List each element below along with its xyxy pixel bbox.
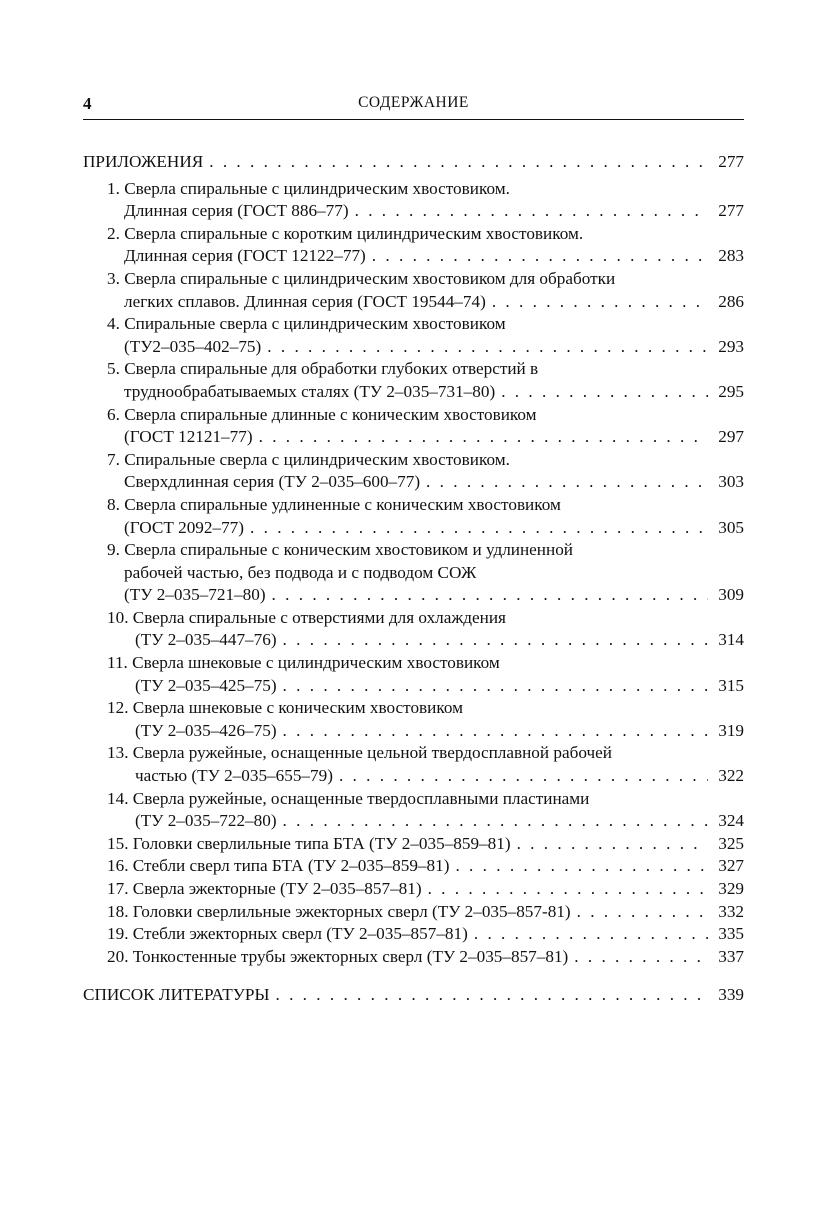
dot-leader — [372, 245, 708, 268]
toc-page-number: 339 — [718, 985, 744, 1005]
toc-entry[interactable] — [83, 449, 744, 494]
toc-entry-line — [107, 449, 744, 472]
table-of-contents — [83, 151, 744, 1011]
section-gap — [83, 968, 744, 984]
toc-entry-text: легких сплавов. Длинная серия (ГОСТ 19544–74) — [124, 291, 486, 311]
dot-leader — [283, 675, 708, 698]
toc-entry[interactable] — [83, 697, 744, 742]
toc-heading-text: ПРИЛОЖЕНИЯ — [83, 152, 204, 171]
toc-entry[interactable] — [83, 855, 744, 878]
dot-leader — [492, 291, 708, 314]
toc-entry-text: 8. Сверла спиральные удлиненные с коническим хвостовиком — [107, 494, 561, 514]
toc-entry-text: 15. Головки сверлильные типа БТА (ТУ 2–035–859–81) — [107, 833, 511, 853]
toc-entry-line — [107, 878, 744, 901]
toc-entry-line — [107, 200, 744, 223]
toc-page-number: 337 — [718, 946, 744, 966]
toc-entry-line — [107, 629, 744, 652]
toc-entry-text: 13. Сверла ружейные, оснащенные цельной твердосплавной рабочей — [107, 743, 612, 763]
toc-entry-text: 16. Стебли сверл типа БТА (ТУ 2–035–859–81) — [107, 856, 450, 876]
toc-entry[interactable] — [83, 404, 744, 449]
toc-entry-line — [107, 313, 744, 336]
toc-entry[interactable] — [83, 358, 744, 403]
toc-entry[interactable] — [83, 494, 744, 539]
toc-heading-text: СПИСОК ЛИТЕРАТУРЫ — [83, 985, 270, 1005]
toc-entry-text: (ГОСТ 12121–77) — [124, 427, 253, 447]
dot-leader — [209, 151, 708, 174]
dot-leader — [250, 517, 708, 540]
toc-entry-line — [107, 426, 744, 449]
toc-entry-line — [107, 946, 744, 969]
toc-page-number: 315 — [718, 675, 744, 695]
toc-entry[interactable] — [83, 788, 744, 833]
toc-page-number: 319 — [718, 720, 744, 740]
toc-entry-line — [107, 562, 744, 585]
header-title: СОДЕРЖАНИЕ — [358, 94, 469, 111]
toc-entry-text: 4. Спиральные сверла с цилиндрическим хвостовиком — [107, 314, 506, 334]
toc-entry-text: Сверхдлинная серия (ТУ 2–035–600–77) — [124, 472, 421, 492]
toc-entry-line — [107, 742, 744, 765]
toc-entry-text: 18. Головки сверлильные эжекторных сверл (ТУ 2–035–857-81) — [107, 901, 571, 921]
toc-entry-line — [107, 404, 744, 427]
toc-entry-text: 7. Спиральные сверла с цилиндрическим хвостовиком. — [107, 449, 510, 469]
toc-entry[interactable] — [83, 946, 744, 969]
toc-entry-text: (ТУ 2–035–721–80) — [124, 585, 266, 605]
toc-entry-text: (ТУ 2–035–425–75) — [135, 675, 277, 695]
toc-entry-text: 11. Сверла шнековые с цилиндрическим хвостовиком — [107, 653, 500, 673]
toc-entry-text: 19. Стебли эжекторных сверл (ТУ 2–035–857–81) — [107, 924, 468, 944]
toc-entry-text: 17. Сверла эжекторные (ТУ 2–035–857–81) — [107, 879, 422, 898]
toc-page-number: 286 — [718, 291, 744, 311]
toc-page-number: 293 — [718, 336, 744, 356]
toc-entry-line — [107, 833, 744, 856]
toc-entry-text: 6. Сверла спиральные длинные с коническим хвостовиком — [107, 404, 537, 424]
toc-entry-line — [107, 291, 744, 314]
toc-entry[interactable] — [83, 607, 744, 652]
toc-entry-line — [107, 855, 744, 878]
toc-entry-text: 2. Сверла спиральные с коротким цилиндрическим хвостовиком. — [107, 223, 584, 243]
toc-entry-line — [107, 178, 744, 201]
toc-page-number: 327 — [718, 856, 744, 876]
dot-leader — [275, 984, 708, 1007]
toc-entry-text: 3. Сверла спиральные с цилиндрическим хвостовиком для обработки — [107, 268, 616, 288]
toc-entry-text: (ГОСТ 2092–77) — [124, 517, 244, 537]
toc-entry-line — [107, 268, 744, 291]
toc-entry-line — [107, 652, 744, 675]
toc-page-number: 303 — [718, 472, 744, 492]
toc-page-number: 295 — [718, 381, 744, 401]
toc-entry[interactable] — [83, 652, 744, 697]
toc-entry[interactable] — [83, 923, 744, 946]
toc-page-number: 332 — [718, 901, 744, 921]
toc-page-number: 277 — [718, 201, 744, 221]
page-number: 4 — [83, 94, 92, 113]
toc-page-number: 283 — [718, 246, 744, 266]
dot-leader — [272, 584, 708, 607]
toc-entry[interactable] — [83, 878, 744, 901]
toc-entry-text: (ТУ2–035–402–75) — [124, 336, 262, 356]
toc-page-number: 309 — [718, 585, 744, 605]
dot-leader — [455, 855, 708, 878]
toc-entry-line — [107, 810, 744, 833]
toc-entry[interactable] — [83, 178, 744, 223]
dot-leader — [267, 336, 708, 359]
toc-entry-text: (ТУ 2–035–447–76) — [135, 630, 277, 650]
toc-appendix-heading[interactable] — [83, 151, 744, 174]
toc-entry-line — [107, 923, 744, 946]
toc-entry-text: 9. Сверла спиральные с коническим хвостовиком и удлиненной — [107, 540, 573, 560]
toc-page-number: 305 — [718, 517, 744, 537]
toc-entry-line — [107, 765, 744, 788]
dot-leader — [426, 471, 708, 494]
toc-entry-line — [107, 607, 744, 630]
toc-entry-text: (ТУ 2–035–426–75) — [135, 720, 277, 740]
toc-page-number: 324 — [718, 811, 744, 831]
toc-entry-line — [107, 223, 744, 246]
toc-page-number: 329 — [718, 879, 744, 898]
toc-entry-line — [107, 494, 744, 517]
dot-leader — [283, 629, 708, 652]
toc-entry-line — [107, 336, 744, 359]
toc-entry-line — [107, 584, 744, 607]
toc-entry-line — [107, 720, 744, 743]
toc-entry-line — [107, 517, 744, 540]
dot-leader — [577, 901, 708, 924]
toc-entry-line — [107, 697, 744, 720]
dot-leader — [474, 923, 708, 946]
dot-leader — [283, 720, 708, 743]
toc-page-number: 277 — [718, 152, 744, 171]
toc-bibliography-heading[interactable] — [83, 984, 744, 1007]
toc-entry[interactable] — [83, 268, 744, 313]
dot-leader — [283, 810, 708, 833]
toc-entry-text: частью (ТУ 2–035–655–79) — [135, 766, 333, 786]
toc-page-number: 297 — [718, 427, 744, 447]
dot-leader — [259, 426, 708, 449]
toc-entries — [83, 178, 744, 969]
toc-entry-text: (ТУ 2–035–722–80) — [135, 811, 277, 831]
dot-leader — [574, 946, 708, 969]
dot-leader — [517, 833, 708, 856]
toc-entry-text: труднообрабатываемых сталях (ТУ 2–035–731–80) — [124, 381, 496, 401]
toc-entry-line — [107, 901, 744, 924]
toc-entry-line — [107, 788, 744, 811]
toc-entry-text: 5. Сверла спиральные для обработки глубоких отверстий в — [107, 359, 539, 379]
toc-entry-text: 20. Тонкостенные трубы эжекторных сверл (ТУ 2–035–857–81) — [107, 946, 569, 966]
toc-entry-line — [107, 245, 744, 268]
toc-entry[interactable] — [83, 539, 744, 607]
toc-entry-text: 14. Сверла ружейные, оснащенные твердосплавными пластинами — [107, 788, 590, 808]
toc-entry-line — [107, 675, 744, 698]
dot-leader — [355, 200, 708, 223]
toc-entry-line — [107, 381, 744, 404]
header-rule — [83, 119, 744, 120]
toc-entry-text: Длинная серия (ГОСТ 886–77) — [124, 201, 349, 221]
toc-entry-line — [107, 539, 744, 562]
dot-leader — [428, 878, 708, 901]
toc-entry[interactable] — [83, 742, 744, 787]
toc-entry-text: 12. Сверла шнековые с коническим хвостовиком — [107, 698, 463, 718]
toc-page-number: 322 — [718, 766, 744, 786]
toc-entry-line — [107, 358, 744, 381]
toc-entry[interactable] — [83, 833, 744, 856]
dot-leader — [501, 381, 708, 404]
toc-entry[interactable] — [83, 901, 744, 924]
toc-page-number: 314 — [718, 630, 744, 650]
toc-entry-line — [107, 471, 744, 494]
toc-page-number: 325 — [718, 833, 744, 853]
toc-entry-text: 10. Сверла спиральные с отверстиями для охлаждения — [107, 607, 506, 627]
toc-entry[interactable] — [83, 223, 744, 268]
toc-entry-text: рабочей частью, без подвода и с подводом СОЖ — [124, 562, 477, 582]
running-header — [83, 94, 744, 116]
toc-page-number: 335 — [718, 924, 744, 944]
toc-entry-text: Длинная серия (ГОСТ 12122–77) — [124, 246, 366, 266]
toc-entry[interactable] — [83, 313, 744, 358]
dot-leader — [339, 765, 708, 788]
toc-entry-text: 1. Сверла спиральные с цилиндрическим хвостовиком. — [107, 178, 510, 198]
